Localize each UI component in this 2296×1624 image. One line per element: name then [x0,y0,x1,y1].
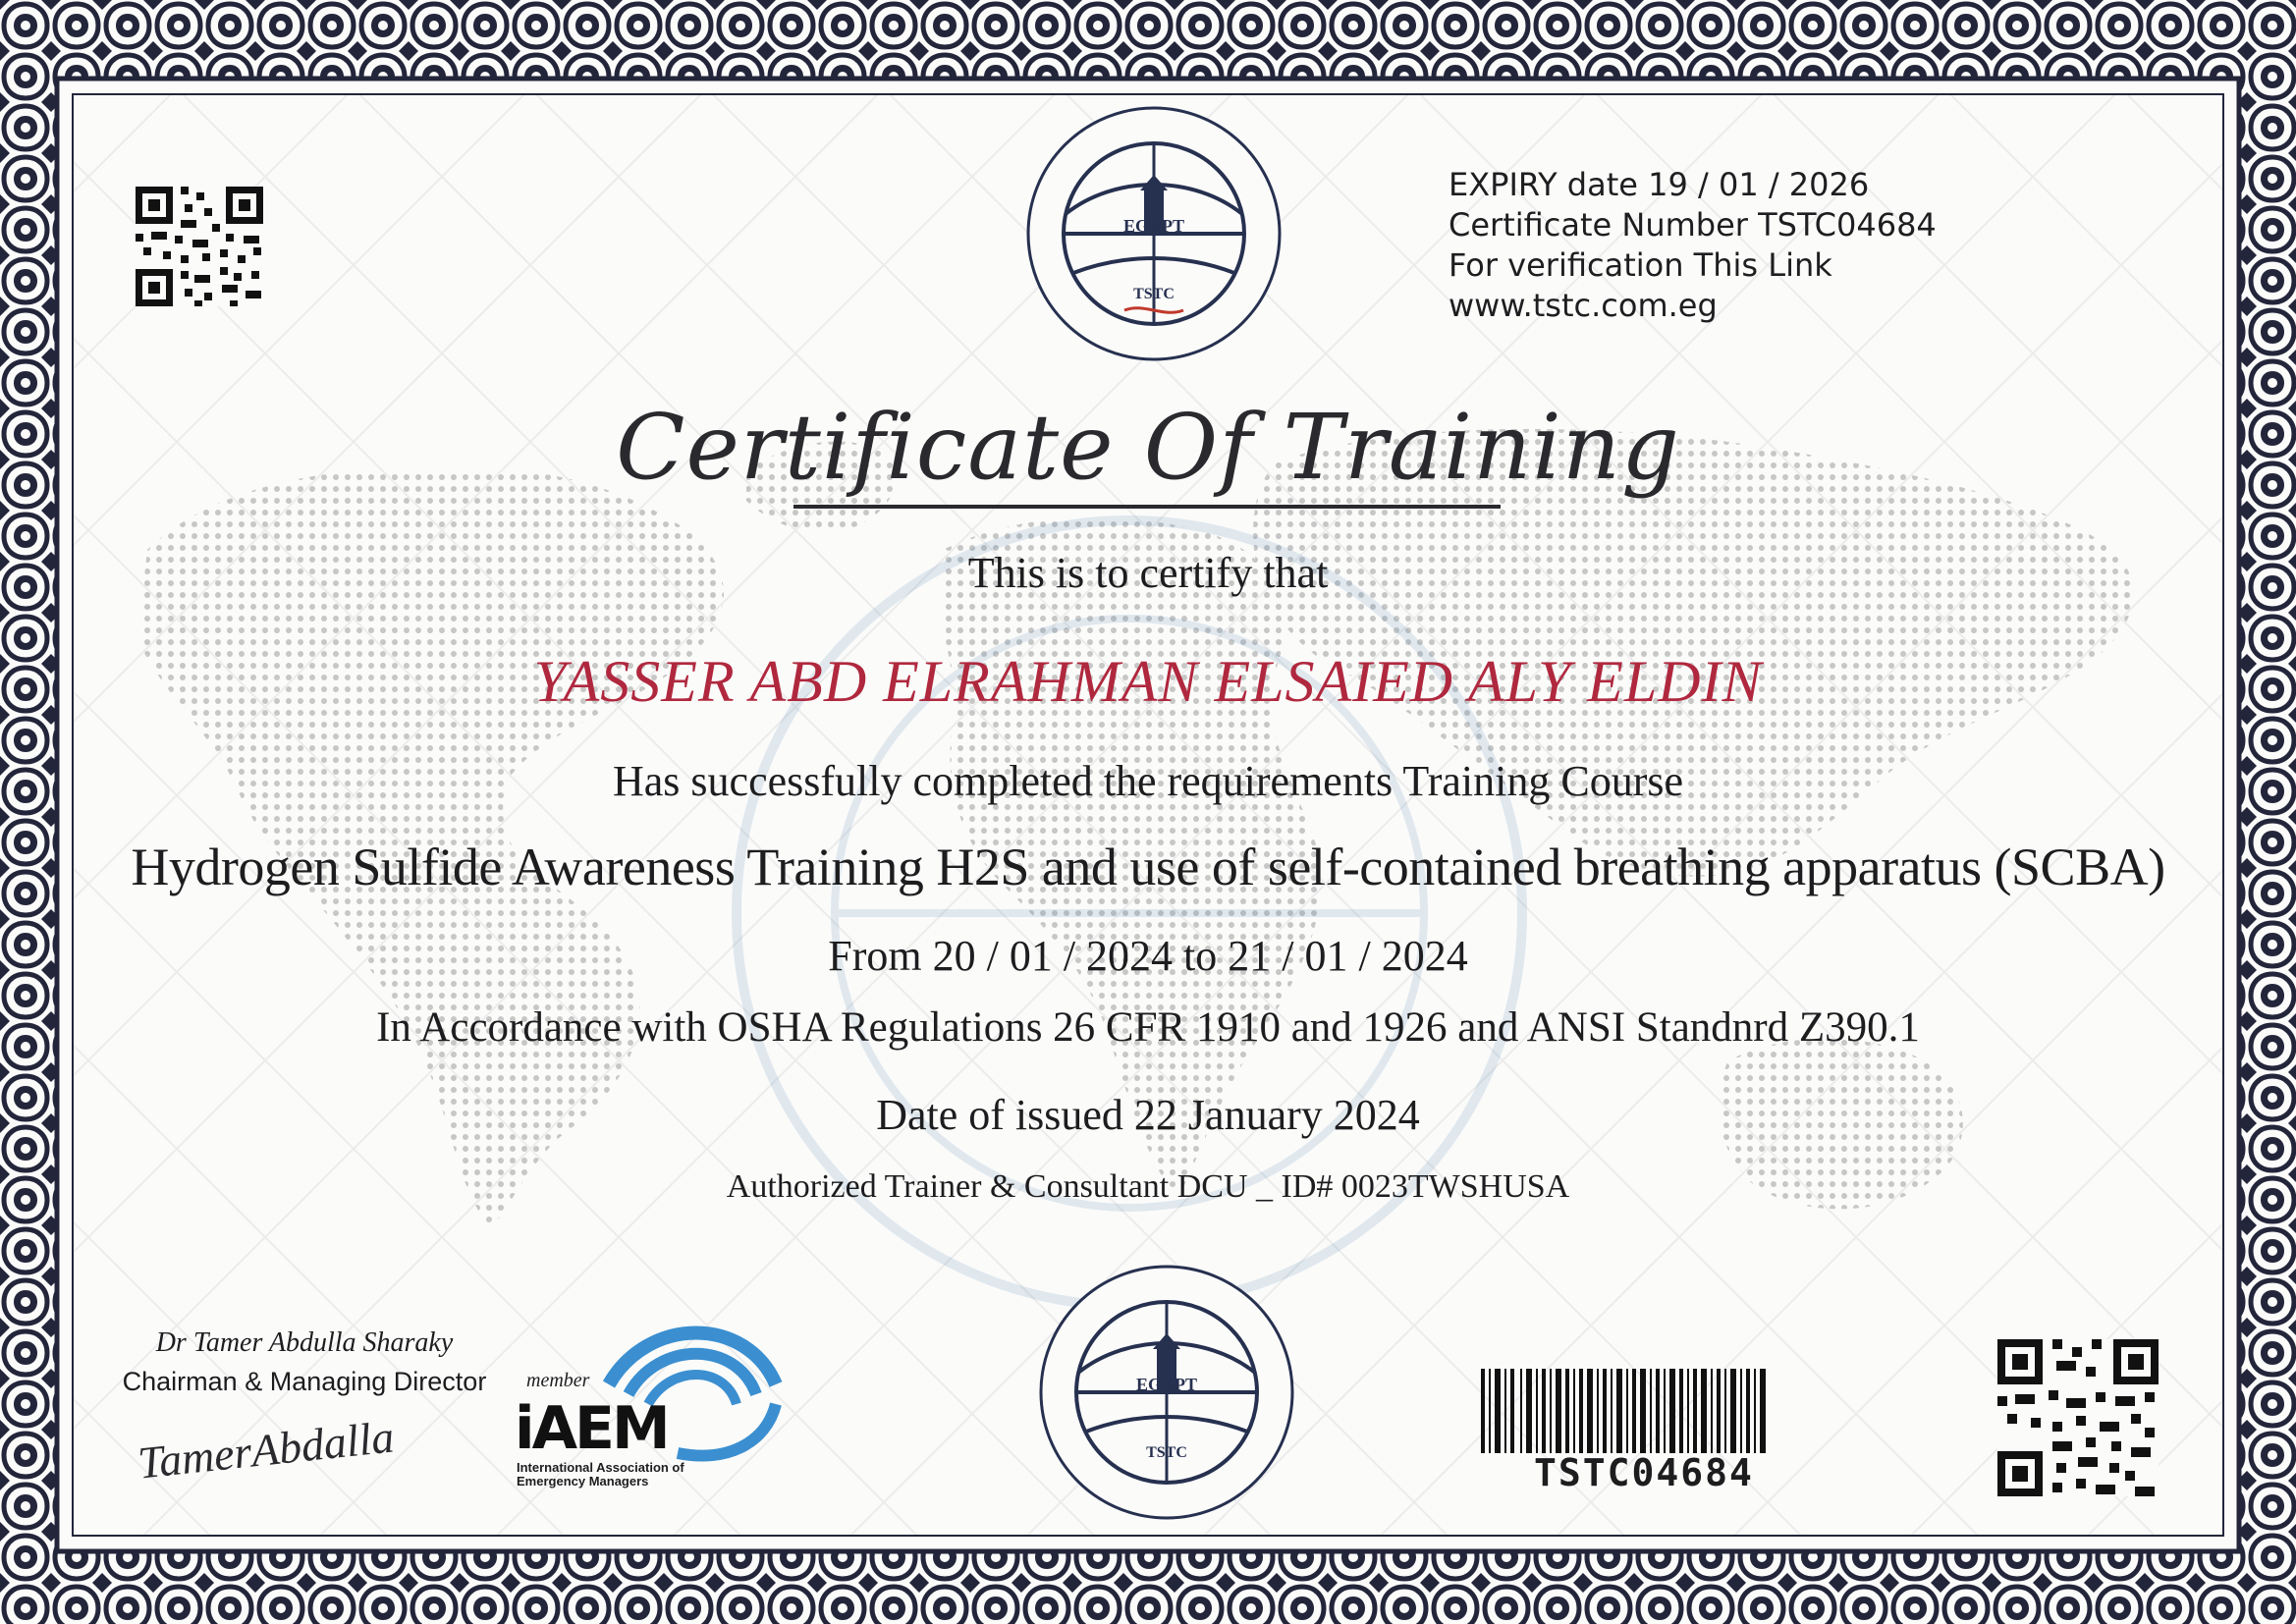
svg-text:TSTC: TSTC [1133,286,1175,302]
verification-label: For verification This Link [1449,246,1832,284]
verification-info [1449,165,1937,326]
barcode-number: TSTC04684 [1534,1451,1754,1494]
recipient-name: YASSER ABD ELRAHMAN ELSAIED ALY ELDIN [533,649,1763,714]
verification-link[interactable]: www.tstc.com.eg [1449,287,1718,324]
course-name: Hydrogen Sulfide Awareness Training H2S and use of self-contained breathing apparatus (SCBA) [131,838,2165,896]
iaem-member-label: member [526,1370,590,1391]
iaem-logo-text: iAEM [515,1394,668,1463]
course-dates: From 20 / 01 / 2024 to 21 / 01 / 2024 [828,932,1468,980]
svg-text:TSTC: TSTC [1146,1444,1187,1461]
seal-logo-icon [1041,1267,1292,1518]
title-underline [793,505,1501,509]
regulation-line: In Accordance with OSHA Regulations 26 CFR 1910 and 1926 and ANSI Standnrd Z390.1 [376,1004,1920,1051]
completed-line: Has successfully completed the requirements Training Course [612,757,1683,805]
svg-text:EGYPT: EGYPT [1122,216,1185,236]
certify-line: This is to certify that [967,549,1329,597]
issue-date: Date of issued 22 January 2024 [876,1091,1420,1139]
iaem-caption: International Association of Emergency Managers [517,1460,684,1489]
signature: TamerAbdalla [136,1411,397,1489]
trainer-id: Authorized Trainer & Consultant DCU _ ID# 0023TWSHUSA [726,1168,1570,1205]
certificate-number: Certificate Number TSTC04684 [1449,206,1937,244]
seal-logo-icon [1028,108,1280,359]
chairman-name: Dr Tamer Abdulla Sharaky [155,1327,454,1358]
qr-code-icon [136,187,263,306]
svg-text:EGYPT: EGYPT [1135,1375,1198,1394]
chairman-title: Chairman & Managing Director [122,1367,487,1396]
qr-code-icon [1997,1339,2159,1496]
expiry-date: EXPIRY date 19 / 01 / 2026 [1449,166,1870,203]
certificate-title: Certificate Of Training [616,395,1680,500]
